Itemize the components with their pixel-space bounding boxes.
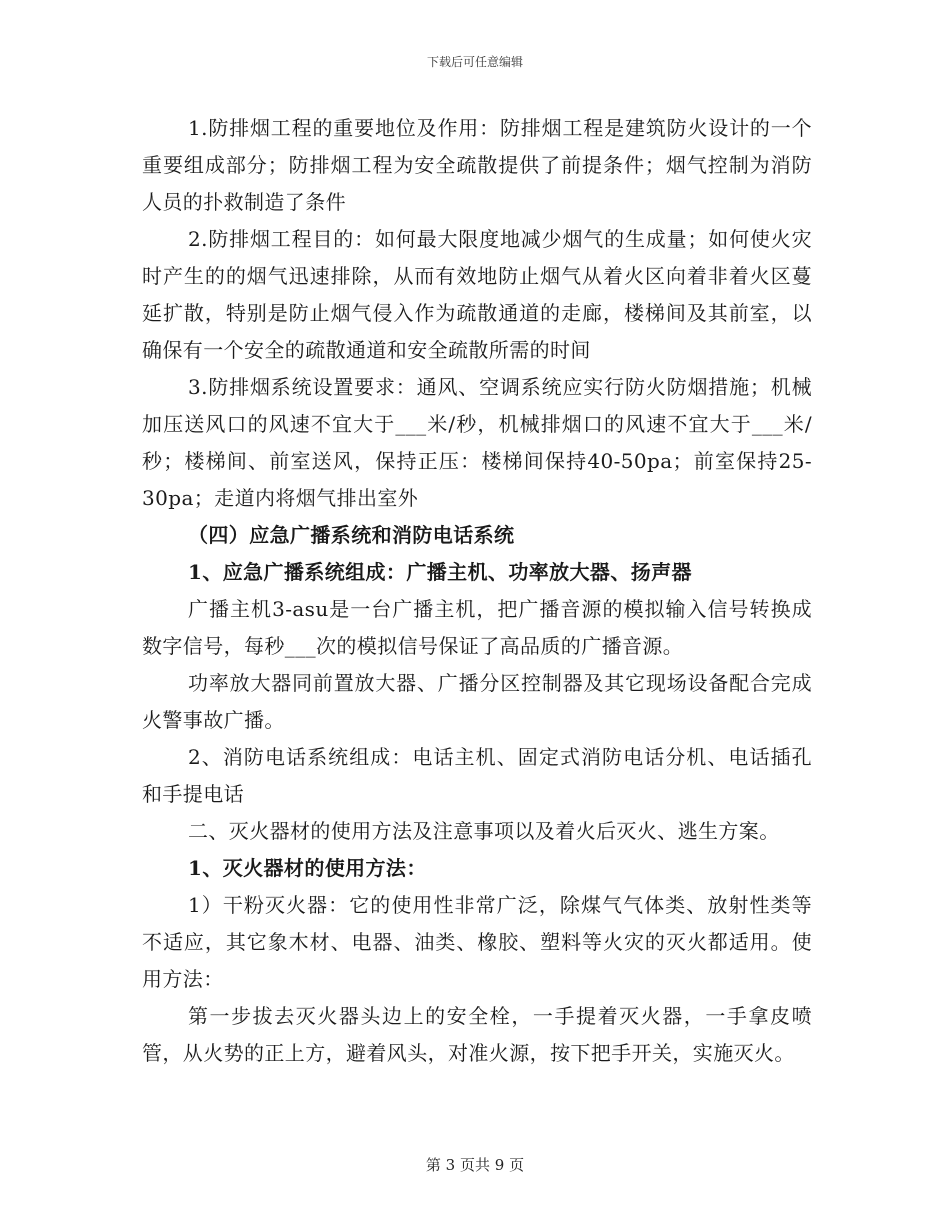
page-footer: 第 3 页共 9 页 bbox=[425, 1156, 525, 1174]
paragraph-broadcast-host: 广播主机3-asu是一台广播主机，把广播音源的模拟输入信号转换成数字信号，每秒___次的模拟信号保证了高品质的广播音源。 bbox=[142, 597, 812, 658]
subheading-broadcast-system: 1、应急广播系统组成：广播主机、功率放大器、扬声器 bbox=[188, 560, 692, 584]
paragraph-phone-system: 2、消防电话系统组成：电话主机、固定式消防电话分机、电话插孔和手提电话 bbox=[142, 745, 812, 806]
paragraph-1: 1.防排烟工程的重要地位及作用：防排烟工程是建筑防火设计的一个重要组成部分；防排烟工程为安全疏散提供了前提条件；烟气控制为消防人员的扑救制造了条件 bbox=[142, 116, 812, 214]
paragraph-dry-powder: 1）干粉灭火器：它的使用性非常广泛，除煤气气体类、放射性类等不适应，其它象木材、电器、油类、橡胶、塑料等火灾的灭火都适用。使用方法： bbox=[142, 893, 812, 991]
paragraph-3: 3.防排烟系统设置要求：通风、空调系统应实行防火防烟措施；机械加压送风口的风速不宜大于___米/秒，机械排烟口的风速不宜大于___米/秒；楼梯间、前室送风，保持正压：楼梯间保持40-50pa；前室保持25-30pa；走道内将烟气排出室外 bbox=[142, 375, 812, 510]
paragraph-amplifier: 功率放大器同前置放大器、广播分区控制器及其它现场设备配合完成火警事故广播。 bbox=[142, 671, 812, 732]
page-header: 下载后可任意编辑 bbox=[426, 55, 523, 69]
section-heading-4: （四）应急广播系统和消防电话系统 bbox=[188, 523, 515, 547]
paragraph-2: 2.防排烟工程目的：如何最大限度地减少烟气的生成量；如何使火灾时产生的的烟气迅速排除，从而有效地防止烟气从着火区向着非着火区蔓延扩散，特别是防止烟气侵入作为疏散通道的走廊，楼梯间及其前室，以确保有一个安全的疏散通道和安全疏散所需的时间 bbox=[142, 227, 812, 362]
paragraph-step-one: 第一步拔去灭火器头边上的安全栓，一手提着灭火器，一手拿皮喷管，从火势的正上方，避着风头，对准火源，按下把手开关，实施灭火。 bbox=[142, 1004, 812, 1065]
document-body bbox=[142, 110, 812, 1072]
subheading-extinguisher-usage: 1、灭火器材的使用方法： bbox=[188, 856, 427, 880]
paragraph-section-two: 二、灭火器材的使用方法及注意事项以及着火后灭火、逃生方案。 bbox=[188, 819, 780, 843]
